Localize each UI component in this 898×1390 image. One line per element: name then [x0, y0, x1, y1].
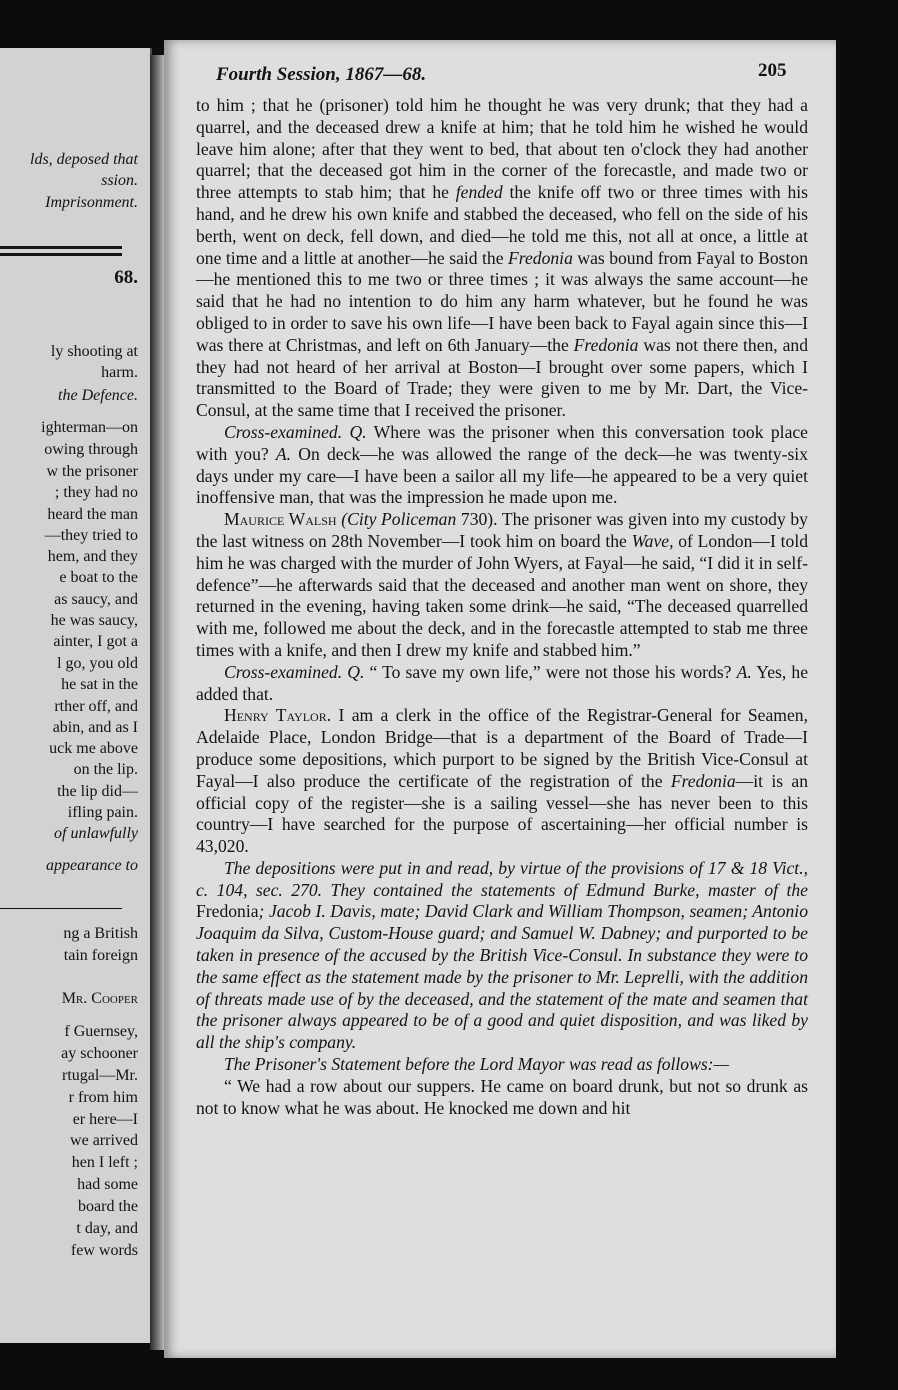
left-page-line: tain foreign — [63, 947, 138, 964]
left-page-line: ay schooner — [61, 1045, 138, 1062]
left-page-line: board the — [78, 1198, 138, 1215]
left-page-line: l go, you old — [57, 655, 138, 672]
left-page-line: he sat in the — [61, 676, 138, 693]
left-page-line: ; they had no — [54, 484, 138, 501]
paragraph-cross-examination-2: Cross-examined. Q. “ To save my own life,” were not those his words? A. Yes, he added that. — [196, 661, 809, 704]
left-page-line: ainter, I got a — [53, 633, 138, 650]
left-page-line: the Defence. — [58, 387, 138, 404]
paragraph-depositions: The depositions were put in and read, by virtue of the provisions of 17 & 18 Vict., c. 104, sec. 270. They contained the statements of Edmund Burke, master of the Fredonia; Jacob I. Davis, mate; David Clark and William Thompson, seamen; Antonio Joaquim da Silva, Custom-House guard; and Samuel W. Dabney; and purported to be taken in presence of the accused by the British Vice-Consul. In substance they were to the same effect as the statement made by the prisoner to Mr. Leprelli, with the addition of threats made use of by the deceased, and the statement of the mate and seamen that the prisoner always appeared to be of a good and quiet disposition, and was liked by all the ship's company. — [196, 857, 808, 1053]
left-page-line: er here—I — [72, 1111, 138, 1128]
left-page-line: owing through — [44, 441, 138, 458]
left-page-line: heard the man — [47, 506, 138, 523]
left-page-line: e boat to the — [59, 569, 138, 586]
page-number: 205 — [758, 60, 787, 81]
paragraph-testimony: to him ; that he (prisoner) told him he thought he was very drunk; that they had a quarrel, and the deceased drew a knife at him; that he told him he wished he would leave him alone; after that they went to bed, that about ten o'clock they had another quarrel; that the deceased got him in the corner of the forecastle, and made two or three attempts to stab him; that he fended the knife off two or three times with his hand, and he drew his own knife and stabbed the deceased, who fell on the side of his berth, went on deck, fell down, and died—he told me this, not all at once, a little at one time and a little at another—he said the Fredonia was bound from Fayal to Boston—he mentioned this to me two or three times ; it was always the same account—he said that he had no intention to do him any harm whatever, but he found he was obliged to in order to save his own life—I have been back to Fayal again since this—I was there at Christmas, and left on 6th January—the Fredonia was not there then, and they had not heard of her arrival at Boston—I brought over some papers, which I transmitted to the Board of Trade; they were given to me by Mr. Dart, the Vice-Consul, at the same time that I received the prisoner. — [196, 95, 808, 421]
left-page-line: f Guernsey, — [64, 1023, 138, 1040]
left-page-line: Imprisonment. — [45, 194, 138, 211]
left-page-line: on the lip. — [73, 761, 138, 778]
left-page-line: hen I left ; — [71, 1154, 138, 1171]
left-page-line: ighterman—on — [41, 419, 138, 436]
paragraph-henry-taylor: Henry Taylor. I am a clerk in the office of the Registrar-General for Seamen, Adelaide Place, London Bridge—that is a department of the Board of Trade—I produce some depositions, which purport to be signed by the British Vice-Consul at Fayal—I also produce the certificate of the registration of the Fredonia—it is an official copy of the register—she is a sailing vessel—she has never been to this country—I have searched for the purpose of ascertaining—her official number is 43,020. — [196, 705, 808, 857]
left-page-line: r from him — [68, 1089, 138, 1106]
left-page-line: few words — [70, 1242, 138, 1259]
left-page-line: we arrived — [70, 1132, 138, 1149]
left-page-line: —they tried to — [44, 527, 138, 544]
left-page-line: 68. — [114, 267, 138, 288]
left-page-line: had some — [77, 1176, 138, 1193]
left-page-line: t day, and — [76, 1220, 138, 1237]
paragraph-cross-examination-1: Cross-examined. Q. Where was the prisoner when this conversation took place with you? A. On deck—he was allowed the range of the deck—he was twenty-six days under my care—I have been a sailor all my life—he appeared to be a very quiet inoffensive man, that was the impression he made upon me. — [196, 421, 808, 508]
left-page-line: ssion. — [101, 172, 138, 189]
left-page-session-rule — [0, 253, 122, 256]
left-page-line: hem, and they — [47, 548, 138, 565]
left-page-line: w the prisoner — [46, 463, 138, 480]
book-gutter — [150, 55, 164, 1350]
left-page-line: uck me above — [49, 740, 138, 757]
running-title: Fourth Session, 1867—68. — [216, 64, 427, 85]
left-page-line: abin, and as I — [52, 719, 138, 736]
text-column — [196, 95, 808, 1119]
left-page-line: Mr. Cooper — [61, 990, 138, 1007]
paragraph-prisoner-statement-heading: The Prisoner's Statement before the Lord Mayor was read as follows:— — [224, 1054, 730, 1075]
left-page-line: ifling pain. — [67, 804, 138, 821]
left-page-line: ng a British — [63, 925, 138, 942]
left-page-line: rther off, and — [54, 698, 138, 715]
left-page-line: harm. — [101, 364, 138, 381]
left-page-rule — [0, 246, 122, 249]
left-page-line: rtugal—Mr. — [62, 1067, 138, 1084]
left-page-line: the lip did— — [57, 783, 138, 800]
left-page-line: he was saucy, — [50, 612, 138, 629]
left-page-line: as saucy, and — [54, 591, 138, 608]
left-page-line: lds, deposed that — [30, 151, 138, 168]
left-page-section-rule — [0, 908, 122, 909]
paragraph-prisoner-statement: “ We had a row about our suppers. He came on board drunk, but not so drunk as not to know what he was about. He knocked me down and hit — [196, 1075, 808, 1118]
left-page-line: appearance to — [46, 857, 138, 874]
paragraph-maurice-walsh: Maurice Walsh (City Policeman 730). The prisoner was given into my custody by the last witness on 28th November—I took him on board the Wave, of London—I told him he was charged with the murder of John Wyers, at Fayal—he said, “I did it in self-defence”—he afterwards said that the deceased and another man went on shore, they returned in the evening, having taken some drink—he said, “The deceased quarrelled with me, followed me about the deck, and in the forecastle attempted to stab me three times with a knife, and then I drew my knife and stabbed him.” — [196, 509, 809, 660]
left-page-line: ly shooting at — [50, 343, 138, 360]
left-page-line: of unlawfully — [54, 825, 138, 842]
left-facing-page — [0, 48, 152, 1343]
